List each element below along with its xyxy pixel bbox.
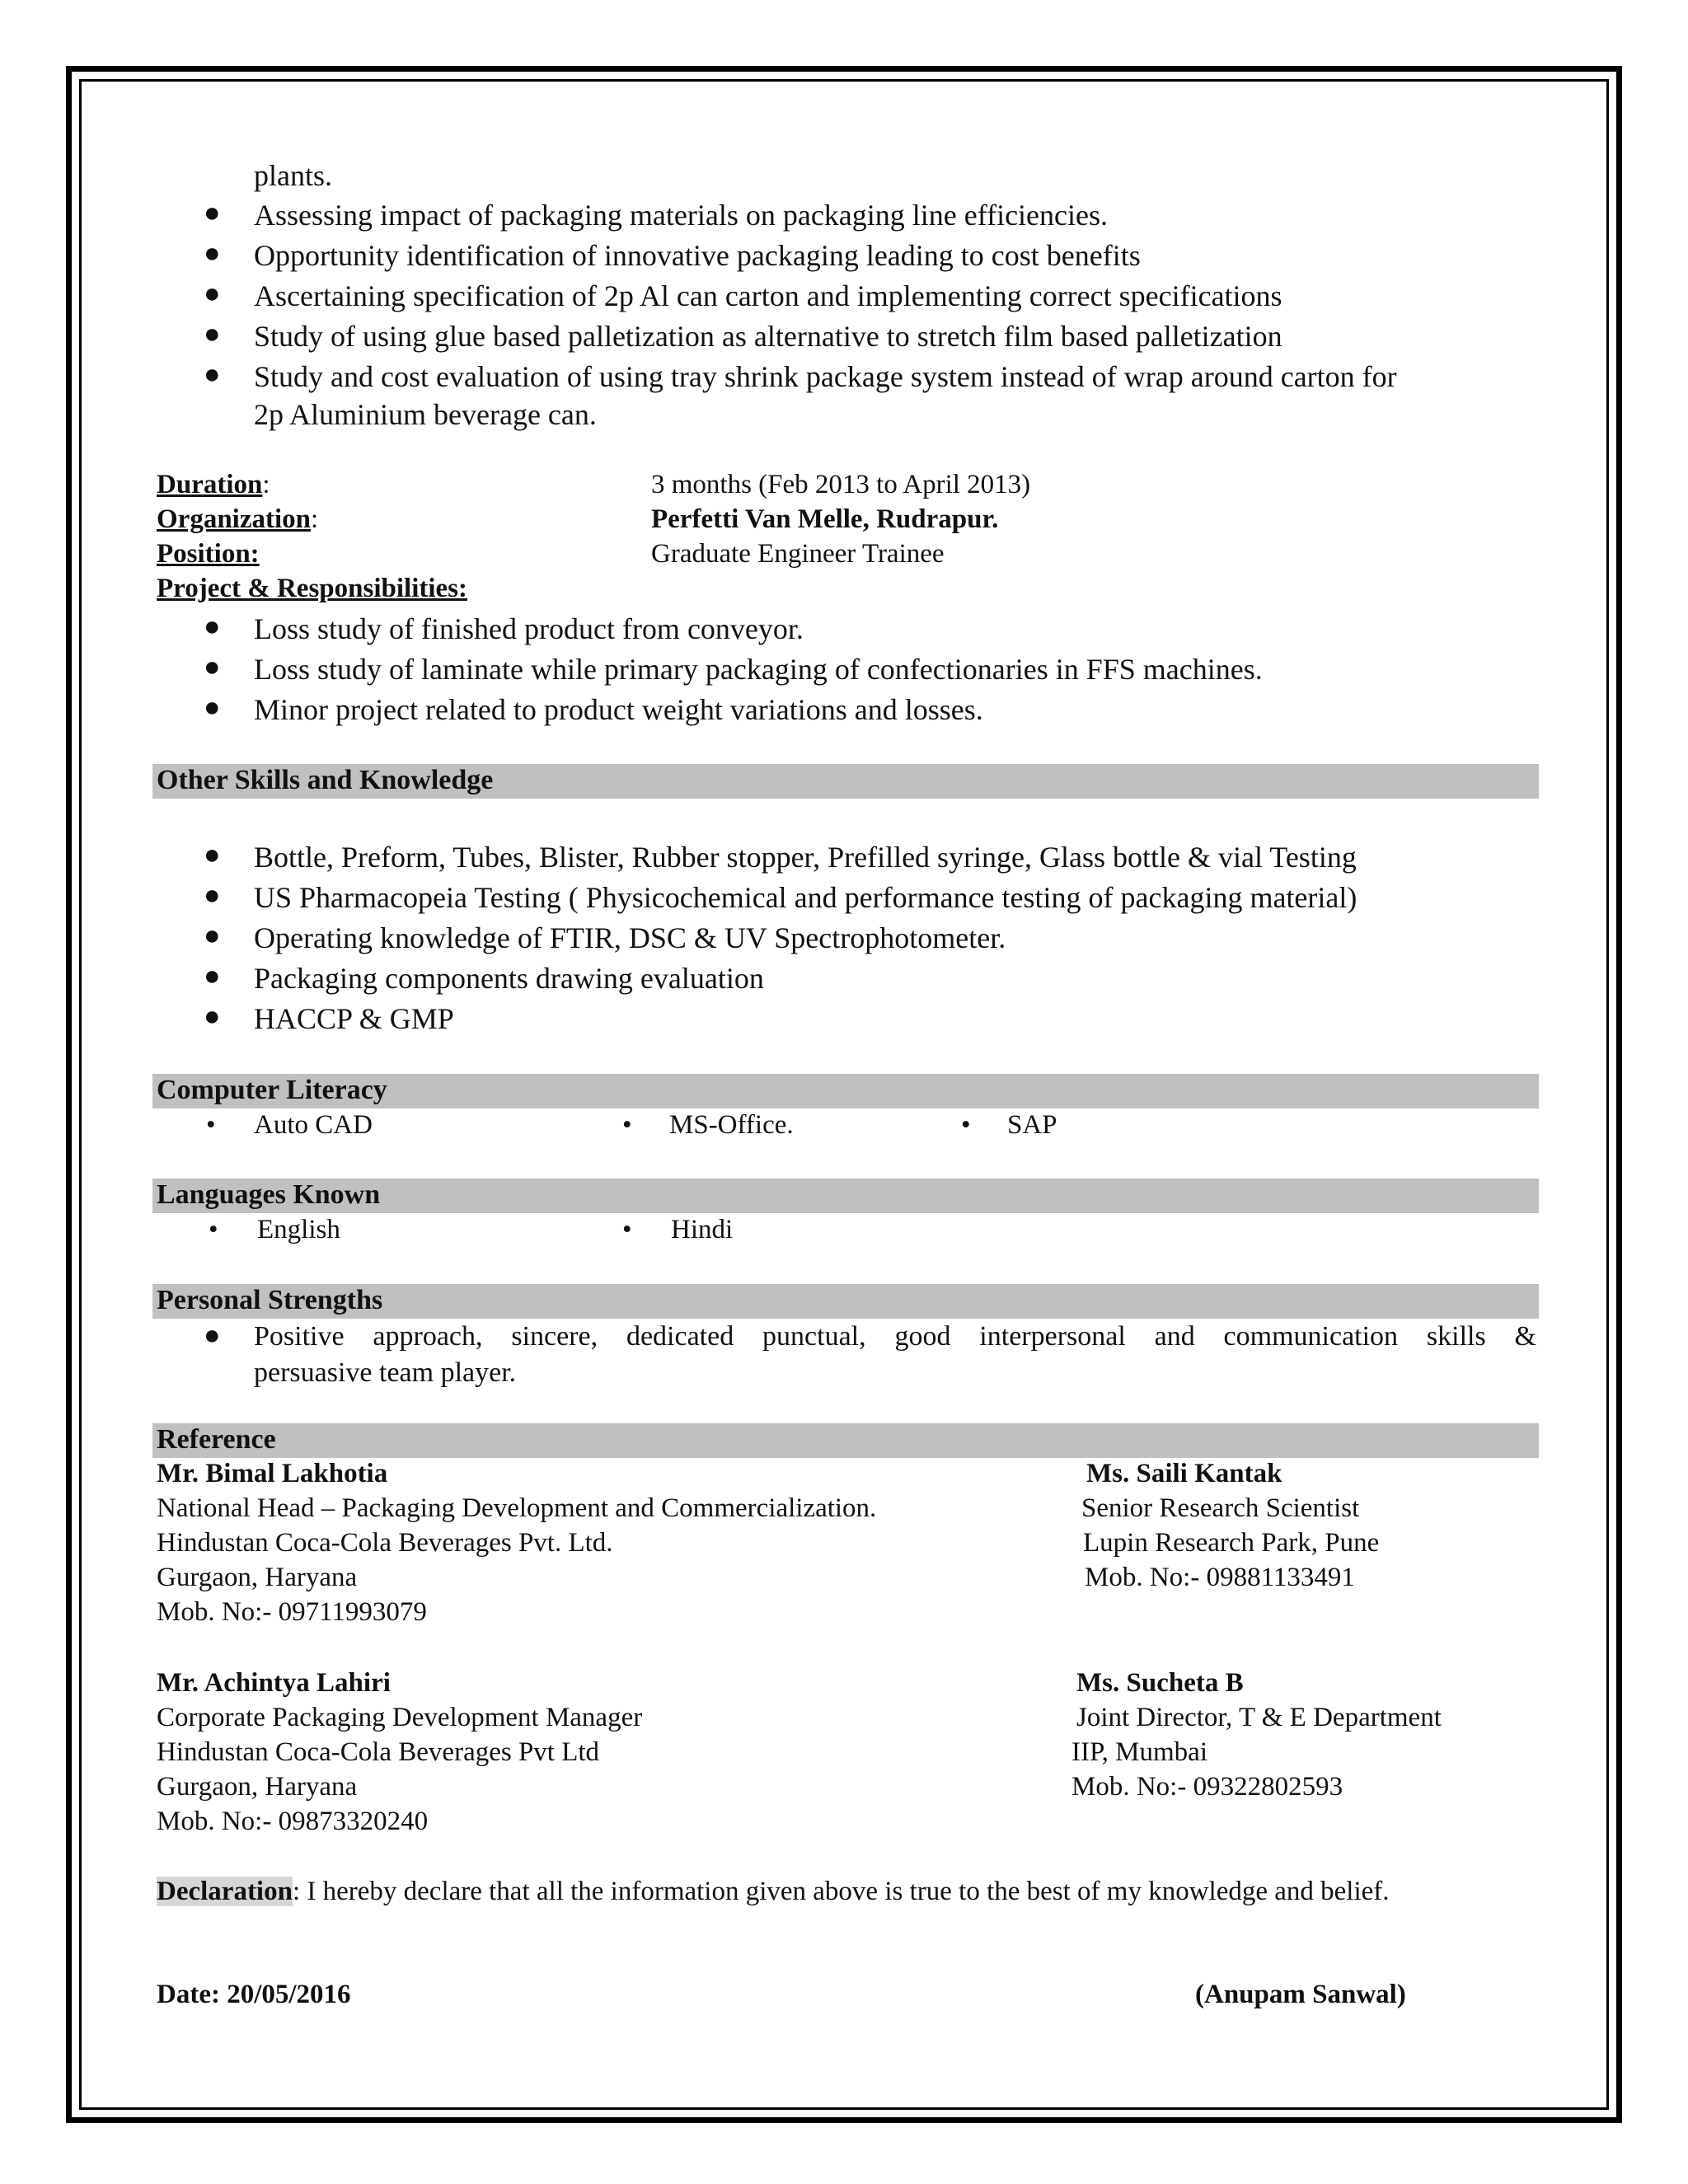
position-label: Position: [157, 539, 260, 569]
section-title-reference: Reference [157, 1424, 276, 1455]
reference-2-name: Ms. Saili Kantak [1086, 1459, 1282, 1488]
bullet-icon: ● [204, 612, 221, 642]
intro-continuation: plants. [254, 159, 332, 192]
intro-bullet-3: Ascertaining specification of 2p Al can carton and implementing correct specifications [254, 279, 1282, 312]
bullet-icon: ● [204, 921, 221, 951]
reference-1-line: Mob. No:- 09711993079 [157, 1597, 427, 1627]
language-item-1: English [257, 1215, 340, 1244]
reference-1-line: National Head – Packaging Development and Commercialization. [157, 1493, 877, 1523]
bullet-icon: ● [204, 880, 221, 911]
strengths-line-2: persuasive team player. [254, 1357, 517, 1388]
reference-4-line: Mob. No:- 09322802593 [1071, 1772, 1343, 1802]
organization-value: Perfetti Van Melle, Rudrapur. [651, 504, 999, 534]
declaration-text: : I hereby declare that all the information given above is true to the best of my knowledge and belief. [292, 1877, 1390, 1906]
skill-bullet-4: Packaging components drawing evaluation [254, 962, 764, 995]
small-bullet-icon: • [961, 1110, 971, 1140]
bullet-icon: ● [204, 652, 221, 682]
bullet-icon: ● [204, 279, 221, 309]
bullet-icon: ● [204, 319, 221, 349]
reference-1-line: Gurgaon, Haryana [157, 1563, 358, 1592]
signature-name: (Anupam Sanwal) [1195, 1980, 1406, 2009]
skill-bullet-3: Operating knowledge of FTIR, DSC & UV Spectrophotometer. [254, 921, 1006, 954]
reference-2-line: Mob. No:- 09881133491 [1085, 1563, 1355, 1592]
strengths-text [254, 1319, 1536, 1391]
reference-3-line: Corporate Packaging Development Manager [157, 1703, 643, 1732]
bullet-icon: ● [204, 1320, 221, 1351]
small-bullet-icon: • [209, 1215, 218, 1244]
computer-item-3: SAP [1007, 1110, 1057, 1140]
strengths-line-1: Positive approach, sincere, dedicated punctual, good interpersonal and communication skills & [254, 1321, 1536, 1352]
reference-1-line: Hindustan Coca-Cola Beverages Pvt. Ltd. [157, 1528, 613, 1558]
section-title-other-skills: Other Skills and Knowledge [157, 765, 494, 795]
skill-bullet-5: HACCP & GMP [254, 1002, 454, 1035]
intro-bullet-5-continued: 2p Aluminium beverage can. [254, 398, 597, 431]
computer-item-1: Auto CAD [254, 1110, 373, 1140]
bullet-icon: ● [204, 238, 221, 269]
reference-3-name: Mr. Achintya Lahiri [157, 1668, 391, 1698]
intro-bullet-4: Study of using glue based palletization as alternative to stretch film based palletization [254, 320, 1282, 353]
reference-4-line: IIP, Mumbai [1071, 1737, 1207, 1767]
reference-1-name: Mr. Bimal Lakhotia [157, 1459, 388, 1488]
reference-3-line: Gurgaon, Haryana [157, 1772, 358, 1802]
reference-3-line: Hindustan Coca-Cola Beverages Pvt Ltd [157, 1737, 600, 1767]
project-bullet-3: Minor project related to product weight variations and losses. [254, 693, 983, 726]
bullet-icon: ● [204, 198, 221, 228]
reference-3-line: Mob. No:- 09873320240 [157, 1807, 429, 1836]
section-title-computer-literacy: Computer Literacy [157, 1075, 387, 1105]
small-bullet-icon: • [206, 1110, 216, 1140]
date: Date: 20/05/2016 [157, 1980, 351, 2009]
bullet-icon: ● [204, 359, 221, 390]
bullet-icon: ● [204, 961, 221, 991]
declaration [157, 1877, 1390, 1907]
section-title-personal-strengths: Personal Strengths [157, 1285, 383, 1315]
reference-2-line: Senior Research Scientist [1081, 1493, 1360, 1523]
declaration-label: Declaration [157, 1877, 293, 1906]
section-bar-reference [152, 1423, 1539, 1458]
project-bullet-2: Loss study of laminate while primary packaging of confectionaries in FFS machines. [254, 653, 1263, 686]
bullet-icon: ● [204, 692, 221, 723]
small-bullet-icon: • [622, 1215, 632, 1244]
small-bullet-icon: • [622, 1110, 632, 1140]
duration-label: Duration: [157, 470, 270, 499]
reference-4-name: Ms. Sucheta B [1076, 1668, 1244, 1698]
language-item-2: Hindi [671, 1215, 734, 1244]
position-value: Graduate Engineer Trainee [651, 539, 945, 569]
skill-bullet-1: Bottle, Preform, Tubes, Blister, Rubber stopper, Prefilled syringe, Glass bottle & vial Testing [254, 841, 1357, 874]
organization-label: Organization: [157, 504, 319, 534]
intro-bullet-1: Assessing impact of packaging materials on packaging line efficiencies. [254, 199, 1109, 232]
bullet-icon: ● [204, 840, 221, 870]
projects-label: Project & Responsibilities: [157, 574, 468, 603]
bullet-icon: ● [204, 1001, 221, 1032]
skill-bullet-2: US Pharmacopeia Testing ( Physicochemical and performance testing of packaging material) [254, 881, 1357, 914]
section-title-languages: Languages Known [157, 1179, 381, 1210]
duration-value: 3 months (Feb 2013 to April 2013) [651, 470, 1031, 499]
computer-item-2: MS-Office. [669, 1110, 794, 1140]
intro-bullet-5: Study and cost evaluation of using tray shrink package system instead of wrap around carton for [254, 360, 1397, 393]
project-bullet-1: Loss study of finished product from conveyor. [254, 612, 804, 645]
reference-2-line: Lupin Research Park, Pune [1083, 1528, 1380, 1558]
reference-4-line: Joint Director, T & E Department [1076, 1703, 1442, 1732]
intro-bullet-2: Opportunity identification of innovative packaging leading to cost benefits [254, 239, 1141, 272]
